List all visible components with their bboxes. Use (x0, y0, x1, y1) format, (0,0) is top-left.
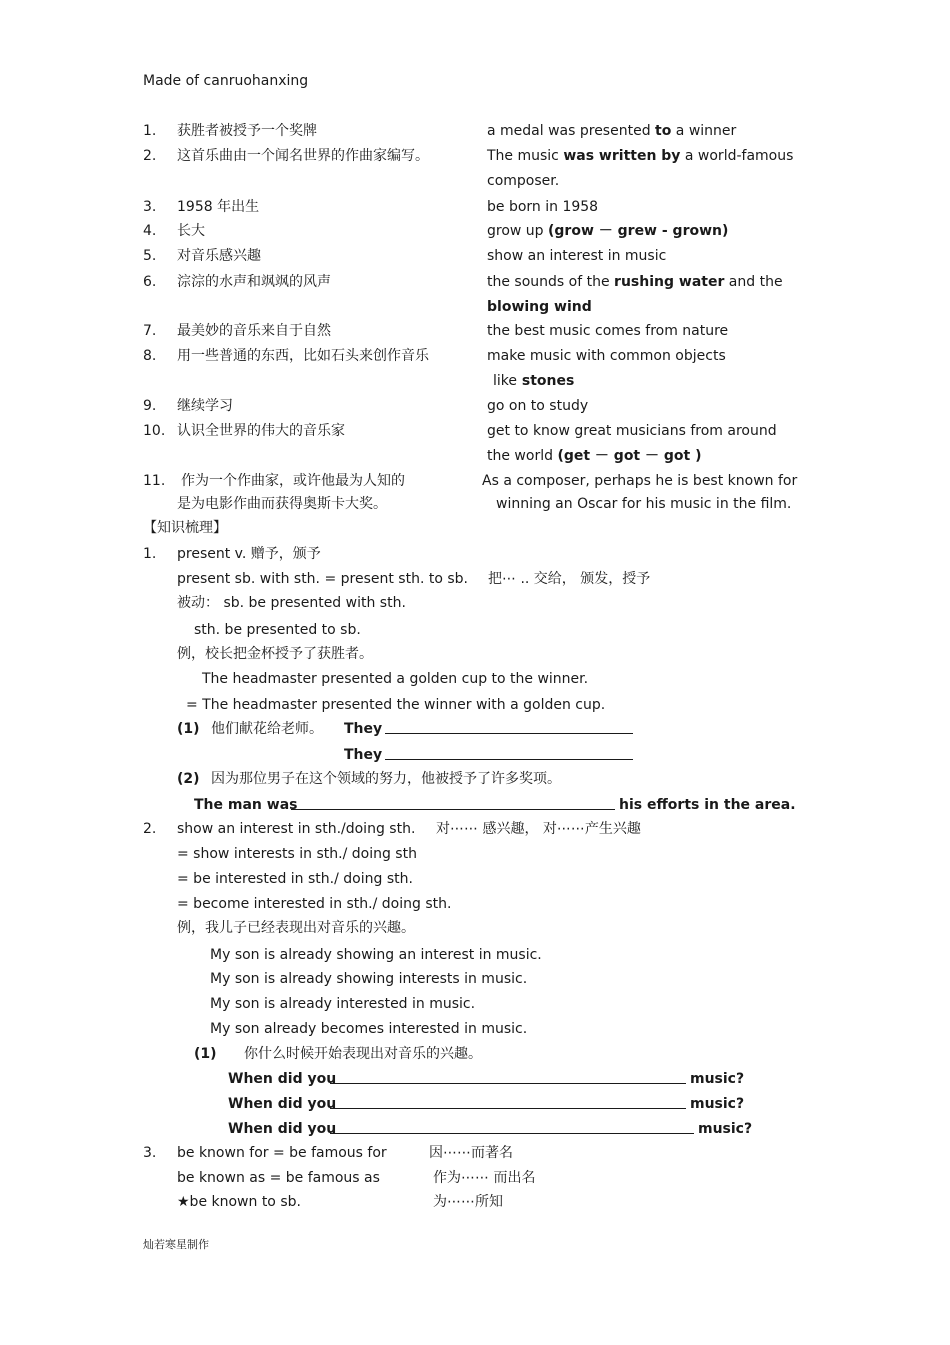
vocab-english: be born in 1958 (487, 199, 599, 215)
usage-line: = be interested in sth./ doing sth. (177, 871, 413, 887)
example-en: My son is already showing an interest in music. (210, 947, 542, 963)
point-title: show an interest in sth./doing sth. (177, 821, 416, 837)
vocab-chinese: 作为一个作曲家，或许他最为人知的 (181, 473, 405, 489)
key-phrase: to (655, 123, 672, 139)
vocab-english: make music with common objects (487, 348, 726, 364)
exercise-stem: When did you (228, 1096, 337, 1112)
usage-line: be known as = be famous as (177, 1170, 380, 1186)
vocab-chinese: 淙淙的水声和飒飒的风声 (177, 274, 331, 290)
vocab-chinese: 1958 年出生 (177, 199, 260, 215)
vocab-english: As a composer, perhaps he is best known for (482, 473, 798, 489)
vocab-chinese: 用一些普通的东西，比如石头来创作音乐 (177, 348, 429, 364)
vocab-chinese: 认识全世界的伟大的音乐家 (177, 423, 345, 439)
phrase-text: like (493, 373, 518, 389)
vocab-chinese: 对音乐感兴趣 (177, 248, 261, 264)
vocab-english: the best music comes from nature (487, 323, 729, 339)
phrase-text: a medal was presented (487, 123, 656, 139)
point-number: 2. (143, 821, 157, 837)
vocab-number: 8. (143, 348, 157, 364)
vocab-number: 5. (143, 248, 157, 264)
vocab-number: 6. (143, 274, 157, 290)
vocab-english: blowing wind (487, 299, 592, 315)
example-en: The headmaster presented a golden cup to the winner. (202, 671, 589, 687)
usage-line: = become interested in sth./ doing sth. (177, 896, 452, 912)
exercise-stem-end: music? (698, 1121, 753, 1137)
exercise-cn: 他们献花给老师。 (211, 721, 323, 737)
point-number: 3. (143, 1145, 157, 1161)
usage-meaning: 为⋯⋯所知 (433, 1194, 503, 1210)
answer-blank[interactable] (385, 720, 633, 734)
example-cn: 例，校长把金杯授予了获胜者。 (177, 646, 373, 662)
vocab-chinese: 是为电影作曲而获得奥斯卡大奖。 (177, 496, 387, 512)
example-en: My son is already interested in music. (210, 996, 476, 1012)
usage-line: be known for = be famous for (177, 1145, 387, 1161)
vocab-number: 2. (143, 148, 157, 164)
vocab-english: winning an Oscar for his music in the film. (496, 496, 792, 512)
vocab-chinese: 继续学习 (177, 398, 233, 414)
key-phrase: stones (517, 373, 575, 389)
vocab-chinese: 长大 (177, 223, 205, 239)
key-phrase: rushing water (614, 274, 725, 290)
vocab-number: 3. (143, 199, 157, 215)
phrase-text: The music (487, 148, 564, 164)
exercise-number: (1) (177, 721, 200, 737)
vocab-english (487, 447, 701, 465)
vocab-english (487, 122, 736, 140)
vocab-number: 10. (143, 423, 166, 439)
phrase-text: the world (487, 448, 558, 464)
example-en: My son already becomes interested in music. (210, 1021, 528, 1037)
vocab-english (487, 222, 728, 240)
usage-line: ★be known to sb. (177, 1194, 301, 1210)
example-en: = The headmaster presented the winner with a golden cup. (186, 697, 606, 713)
exercise-cn: 你什么时候开始表现出对音乐的兴趣。 (244, 1046, 482, 1062)
answer-blank[interactable] (291, 796, 615, 810)
exercise-stem: They (344, 747, 383, 763)
vocab-english (487, 273, 783, 291)
answer-blank[interactable] (330, 1070, 686, 1084)
vocab-english: go on to study (487, 398, 589, 414)
exercise-stem: When did you (228, 1121, 337, 1137)
vocab-number: 11. (143, 473, 166, 489)
exercise-stem-end: his efforts in the area. (619, 797, 796, 813)
vocab-number: 7. (143, 323, 157, 339)
example-en: My son is already showing interests in music. (210, 971, 528, 987)
phrase-text: grow up (487, 223, 549, 239)
point-number: 1. (143, 546, 157, 562)
answer-blank[interactable] (330, 1095, 686, 1109)
vocab-english: get to know great musicians from around (487, 423, 777, 439)
vocab-chinese: 获胜者被授予一个奖牌 (177, 123, 317, 139)
example-cn: 例，我儿子已经表现出对音乐的兴趣。 (177, 920, 415, 936)
vocab-chinese: 这首乐曲由一个闻名世界的作曲家编写。 (177, 148, 429, 164)
vocab-english: show an interest in music (487, 248, 667, 264)
vocab-number: 1. (143, 123, 157, 139)
usage-line: 被动： sb. be presented with sth. (177, 595, 406, 611)
usage-line: = show interests in sth./ doing sth (177, 846, 417, 862)
exercise-cn: 因为那位男子在这个领域的努力，他被授予了许多奖项。 (211, 771, 561, 787)
vocab-number: 9. (143, 398, 157, 414)
phrase-text: the sounds of the (487, 274, 615, 290)
vocab-english (487, 147, 793, 165)
vocab-chinese: 最美妙的音乐来自于自然 (177, 323, 331, 339)
exercise-stem: The man was (194, 797, 298, 813)
exercise-stem: When did you (228, 1071, 337, 1087)
answer-blank[interactable] (330, 1120, 694, 1134)
vocab-english: composer. (487, 173, 560, 189)
phrase-text: and the (724, 274, 783, 290)
usage-meaning: 因⋯⋯而著名 (429, 1145, 513, 1161)
vocab-number: 4. (143, 223, 157, 239)
usage-meaning: 作为⋯⋯ 而出名 (433, 1170, 536, 1186)
phrase-text: a winner (671, 123, 737, 139)
key-phrase: was written by (563, 148, 681, 164)
page-header: Made of canruohanxing (143, 73, 309, 89)
usage-line: sth. be presented to sb. (194, 622, 361, 638)
page-footer: 灿若寒星制作 (143, 1238, 209, 1251)
exercise-number: (2) (177, 771, 200, 787)
section-title: 【知识梳理】 (143, 520, 227, 536)
key-phrase: (get － got － got ) (557, 448, 702, 464)
vocab-english (493, 372, 574, 390)
exercise-stem-end: music? (690, 1096, 745, 1112)
exercise-stem: They (344, 721, 383, 737)
point-title-cn: 对⋯⋯ 感兴趣， 对⋯⋯产生兴趣 (436, 821, 641, 837)
usage-line: present sb. with sth. = present sth. to sb. (177, 571, 468, 587)
exercise-stem-end: music? (690, 1071, 745, 1087)
point-title: present v. 赠予，颁予 (177, 546, 321, 562)
answer-blank[interactable] (385, 746, 633, 760)
phrase-text: a world-famous (680, 148, 794, 164)
key-phrase: (grow － grew - grown) (548, 223, 729, 239)
usage-meaning: 把⋯ .. 交给， 颁发，授予 (488, 571, 651, 587)
exercise-number: (1) (194, 1046, 217, 1062)
